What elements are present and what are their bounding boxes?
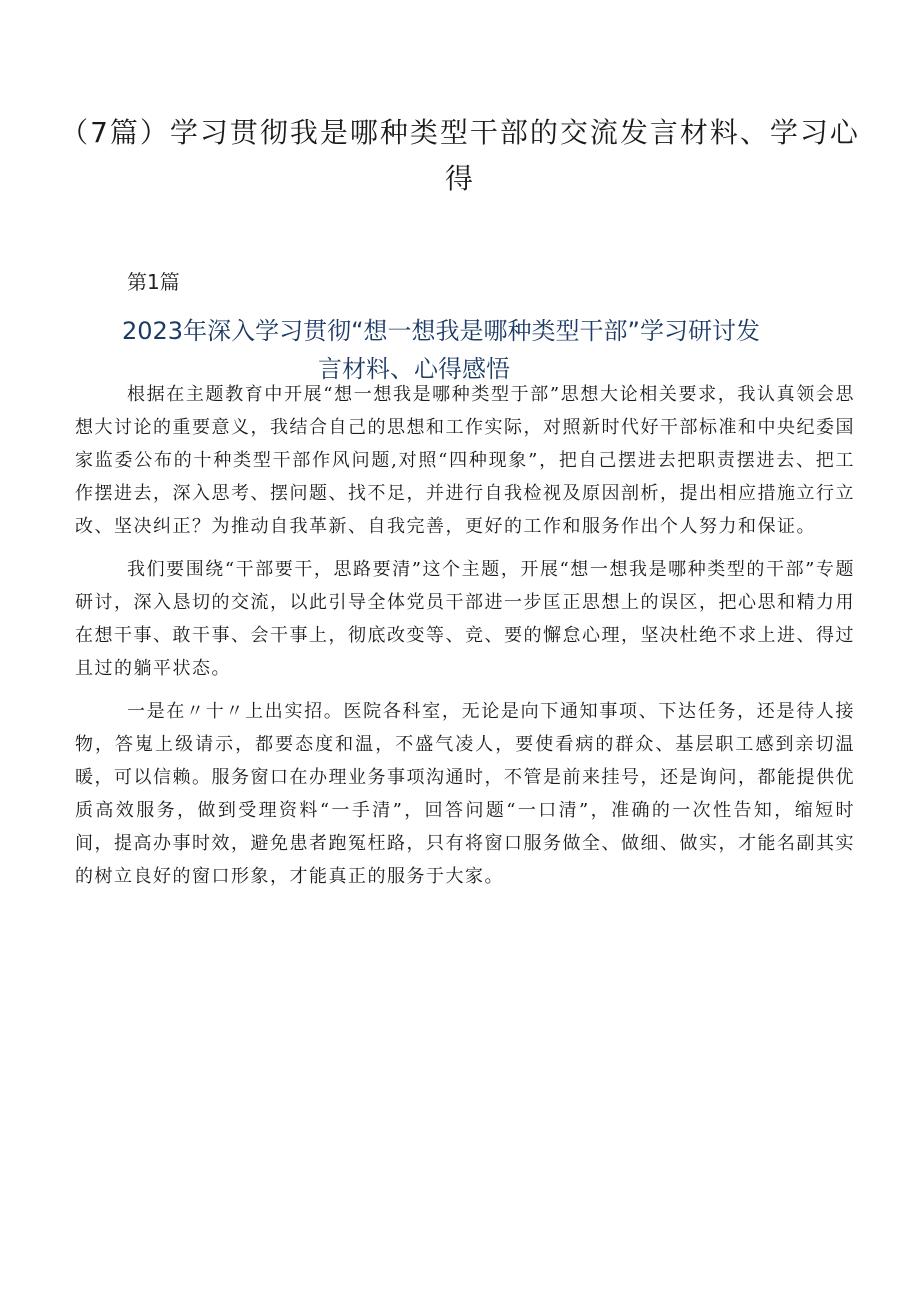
paragraph: 我们要围绕“干部要干，思路要清”这个主题，开展“想一想我是哪种类型的干部”专题研讨，深入恳切的交流，以此引导全体党员干部进一步匡正思想上的误区，把心思和精力用在想干事、敢干事、会干事上，彻底改变等、竞、要的懈怠心理，坚决杜绝不求上进、得过且过的躺平状态。 (75, 559, 855, 679)
paragraph: 一是在〃十〃上出实招。医院各科室，无论是向下通知事项、下达任务，还是待人接物，答嵬上级请示，都要态度和温，不盛气凌人，要使看病的群众、基层职工感到亲切温暖，可以信赖。服务窗口在办理业务事项沟通时，不管是前来挂号，还是询问，都能提供优质高效服务，做到受理资料“一手清”，回答问题“一口清”，准确的一次性告知，缩短时间，提高办事时效，避免患者跑冤枉路，只有将窗口服务做全、做细、做实，才能名副其实的树立良好的窗口形象，才能真正的服务于大家。 (75, 701, 855, 887)
paragraph: 根据在主题教育中开展“想一想我是哪种类型于部”思想大论相关要求，我认真领会思想大讨论的重要意义，我结合自己的思想和工作实际，对照新时代好干部标准和中央纪委国家监委公布的十种类型干部作风问题,对照“四种现象”，把自己摆进去把职责摆进去、把工作摆进去，深入思考、摆问题、找不足，并进行自我检视及原因剖析，提出相应措施立行立改、坚决纠正？为推动自我革新、自我完善，更好的工作和服务作出个人努力和保证。 (75, 384, 855, 537)
article-heading-line-2: 言材料、心得感悟 (318, 355, 510, 383)
article-label: 第1篇 (127, 270, 180, 294)
article-heading (122, 312, 852, 388)
document-title: （7篇）学习贯彻我是哪种类型干部的交流发言材料、学习心得 (60, 116, 860, 195)
article-heading-line-1: 2023年深入学习贯彻“想一想我是哪种类型干部”学习研讨发 (122, 317, 760, 345)
article-body (75, 378, 855, 903)
